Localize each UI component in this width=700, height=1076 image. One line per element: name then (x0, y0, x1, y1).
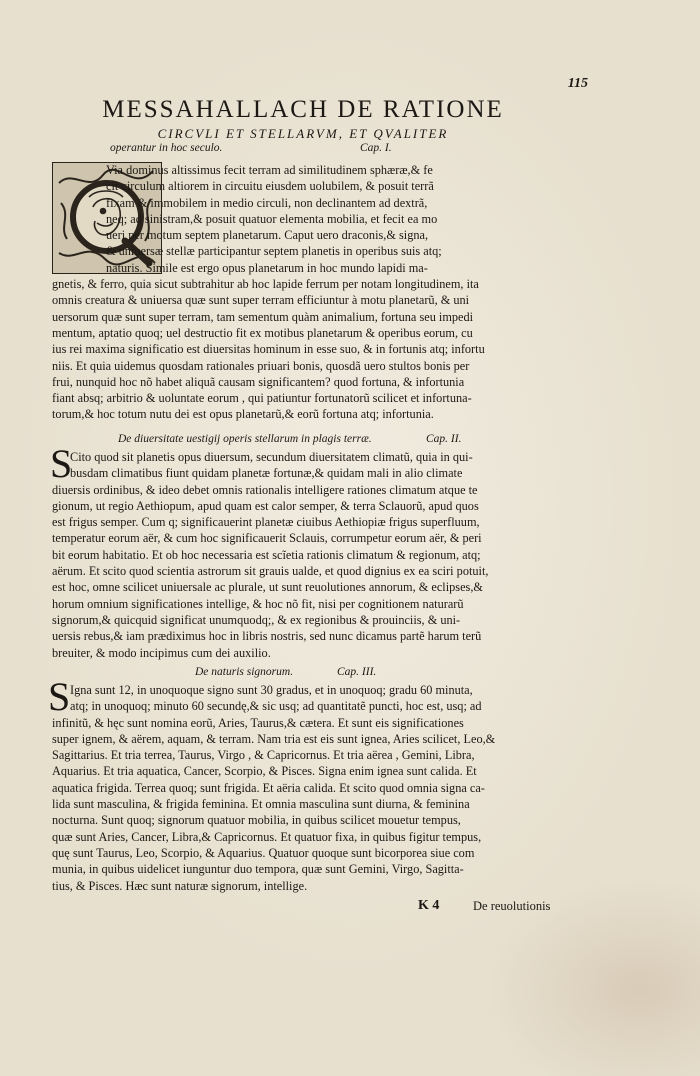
text-line: signorum,& quicquid significat unumquodq;, & ex regionibus & prouinciis, & uni- (52, 612, 461, 627)
text-line: ius rei maxima significatio est diuersitas hominum in esse suo, & in fortunis atq; infortu (52, 342, 485, 357)
chapter3-heading (195, 666, 377, 678)
text-line: gionum, ut regio Aethiopum, apud quam est calor semper, & terra Sclauorũ, apud quos (52, 498, 479, 513)
text-line: torum,& hoc totum nutu dei est opus planetarũ,& eorũ fortuna atq; infortunia. (52, 407, 434, 422)
text-line: quæ sunt Aries, Cancer, Libra,& Capricornus. Et quatuor fixa, in quibus figitur tempus, (52, 829, 482, 844)
text-line: ueri per motum septem planetarum. Caput uero draconis,& signa, (106, 228, 429, 243)
chapter3-body (52, 682, 552, 894)
text-line: horum omnium significationes intellige, & hoc nõ fit, nisi per cognitionem naturarũ (52, 596, 464, 611)
text-line: infinitũ, & hęc sunt nomina eorũ, Aries, Taurus,& cætera. Et sunt eis significationes (52, 715, 464, 730)
text-line: neq; ad sinistram,& posuit quatuor elementa mobilia, et fecit ea mo (106, 211, 438, 226)
page-title: MESSAHALLACH DE RATIONE (102, 96, 504, 123)
text-line: aërum. Et scito quod scientia astrorum sit grauis ualde, et quod dignius ex ea sciri potuit, (52, 564, 489, 579)
text-line: gnetis, & ferro, quia sicut subtrahitur ab hoc lapide ferrum per notam longitudinem, ita (52, 277, 479, 292)
text-line: super ignem, & aërem, aquam, & terram. Nam tria est eis sunt ignea, Aries scilicet, Leo,& (52, 731, 496, 746)
text-line: frui, nunquid hoc nõ habet aliquã causam significantem? quod fortuna, & infortunia (52, 374, 465, 389)
text-line: fiant absq; arbitrio & uoluntate eorum , qui patiuntur fortunatorũ scilicet et infortuna- (52, 391, 472, 406)
text-line: nocturna. Sunt quoq; signorum quatuor mobilia, in quibus scilicet mouetur tempus, (52, 813, 461, 828)
chapter3-cap: Cap. III. (337, 666, 377, 678)
text-line: lida sunt masculina, & frigida feminina. Et omnia masculina sunt diurna, & feminina (52, 797, 470, 812)
page-subtitle: CIRCVLI ET STELLARVM, ET QVALITER (157, 126, 449, 141)
chapter3-initial: S (48, 674, 71, 719)
text-line: breuiter, & modo incipimus cum dei auxilio. (52, 645, 271, 660)
text-line: est hoc, omne scilicet uniuersale ac plurale, ut sunt reuolutiones annorum, & eclipses,& (52, 580, 483, 595)
text-line: Aquarius. Et tria aquatica, Cancer, Scorpio, & Pisces. Signa enim ignea sunt calida. Et (52, 764, 477, 779)
text-line: mentum, aptatio quoq; uel destructio fit ex motibus planetarum & operibus eorum, cu (52, 325, 473, 340)
text-line: munia, in quibus uidelicet iunguntur duo tempora, quæ sunt Gemini, Virgo, Sagitta- (52, 862, 464, 877)
chapter1-heading-text: operantur in hoc seculo. (110, 142, 223, 154)
text-line: atq; in unoquoq; minuto 60 secundę,& sic usq; ad quantitatẽ puncti, hoc est, usq; ad (70, 699, 482, 714)
text-line: uersis rebus,& iam prædiximus hoc in libris nostris, sed nunc dicamus partẽ harum terũ (52, 629, 482, 644)
text-line: busdam climatibus fiunt quidam planetæ fortunæ,& quidam mali in alio climate (70, 466, 463, 481)
chapter2-heading (118, 433, 462, 445)
text-line: Via dominus altissimus fecit terram ad similitudinem sphæræ,& fe (106, 163, 433, 177)
folio-number: 115 (567, 76, 588, 91)
chapter2-cap: Cap. II. (426, 433, 462, 445)
text-line: fixam & immobilem in medio circuli, non declinantem ad dextrã, (106, 195, 428, 210)
chapter2-body (52, 449, 552, 661)
text-line: temperatur eorum aër, & cum hoc significauerit Sclauis, corrumpetur eorum aër, & peri (52, 531, 482, 546)
text-line: cit circulum altiorem in circuitu eiusdem uolubilem, & posuit terrã (106, 179, 434, 194)
signature-mark: K 4 (418, 898, 440, 913)
text-line: niis. Et quia uidemus quosdam rationales priuari bonis, quosdã uero stultos bonis per (52, 358, 470, 373)
text-line: uersorum quæ sunt super terram, tam sementum quàm animalium, fortuna seu impedi (52, 309, 474, 324)
chapter1-heading (110, 142, 392, 154)
chapter2-heading-text: De diuersitate uestigij operis stellarum in plagis terræ. (118, 433, 372, 445)
text-line: tius, & Pisces. Hæc sunt naturæ signorum, intellige. (52, 878, 308, 893)
chapter3-heading-text: De naturis signorum. (195, 666, 294, 678)
text-line: Sagittarius. Et tria terrea, Taurus, Virgo , & Capricornus. Et tria aërea , Gemini, Libra, (52, 748, 475, 763)
text-line: Igna sunt 12, in unoquoque signo sunt 30 gradus, et in unoquoq; gradu 60 minuta, (70, 683, 473, 697)
chapter1-body (52, 162, 552, 423)
chapter2-initial: S (50, 441, 73, 486)
text-line: & uniuersæ stellæ participantur septem planetis in operibus suis atq; (106, 244, 442, 259)
text-line: Cito quod sit planetis opus diuersum, secundum diuersitatem climatũ, quia in qui- (70, 450, 473, 464)
text-line: diuersis ordinibus, & ideo debet omnis rationalis intelligere rationes climatum atque te (52, 482, 478, 497)
text-line: quę sunt Taurus, Leo, Scorpio, & Aquarius. Quatuor quoque sunt bicorporea siue com (52, 845, 475, 860)
text-line: est frigus semper. Cum q; significauerint planetæ ciuibus Aethiopiæ frigus superfluum, (52, 515, 480, 530)
text-line: naturis. Simile est ergo opus planetarum in hoc mundo lapidi ma- (106, 260, 428, 275)
text-line: bit eorum habitatio. Et ob hoc necessaria est scĩetia rationis climatum & regionum, atq; (52, 547, 481, 562)
catchword: De reuolutionis (473, 899, 551, 913)
chapter1-cap: Cap. I. (360, 142, 392, 154)
text-line: aquatica frigida. Terrea quoq; sunt frigida. Et aëria calida. Et scito quod omnia signa ca- (52, 780, 485, 795)
text-line: omnis creatura & uniuersa quæ sunt super terram efficiuntur à motu planetarũ, & uni (52, 293, 470, 308)
